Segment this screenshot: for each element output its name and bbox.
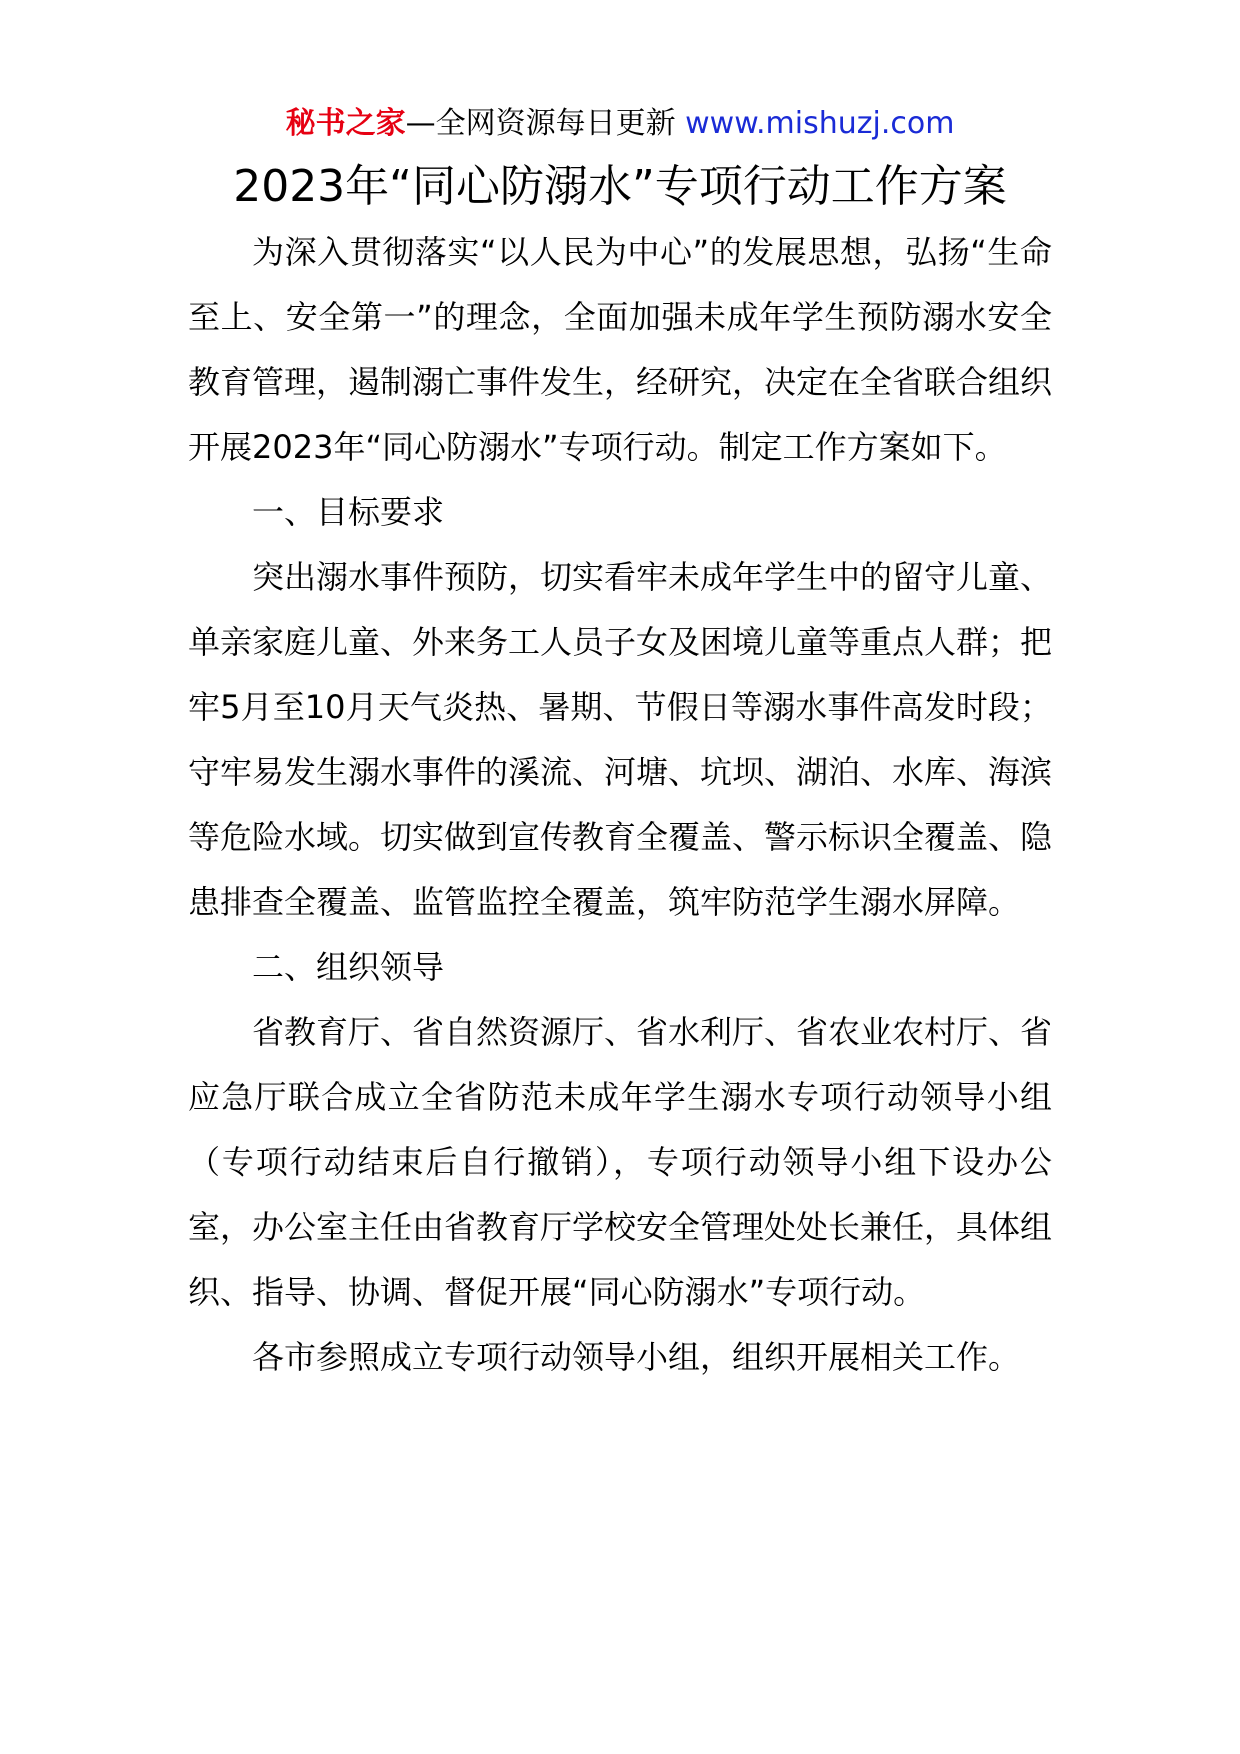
section-heading-organization: 二、组织领导 — [252, 948, 445, 986]
site-url-link[interactable]: www.mishuzj.com — [685, 106, 955, 141]
site-slogan: —全网资源每日更新 — [405, 106, 676, 141]
document-body — [188, 220, 1052, 1390]
site-header — [188, 100, 1052, 148]
brand-name: 秘书之家 — [285, 106, 406, 141]
goals-paragraph: 突出溺水事件预防，切实看牢未成年学生中的留守儿童、单亲家庭儿童、外来务工人员子女及困境儿童等重点人群；把牢5月至10月天气炎热、暑期、节假日等溺水事件高发时段；守牢易发生溺水事件的溪流、河塘、坑坝、湖泊、水库、海滨等危险水域。切实做到宣传教育全覆盖、警示标识全覆盖、隐患排查全覆盖、监管监控全覆盖，筑牢防范学生溺水屏障。 — [188, 558, 1053, 921]
intro-paragraph: 为深入贯彻落实“以人民为中心”的发展思想，弘扬“生命至上、安全第一”的理念，全面加强未成年学生预防溺水安全教育管理，遏制溺亡事件发生，经研究，决定在全省联合组织开展2023年“同心防溺水”专项行动。制定工作方案如下。 — [188, 233, 1053, 466]
section-heading-goals: 一、目标要求 — [252, 493, 445, 531]
document-title: 2023年“同心防溺水”专项行动工作方案 — [233, 161, 1007, 212]
city-paragraph: 各市参照成立专项行动领导小组，组织开展相关工作。 — [252, 1338, 1021, 1376]
organization-paragraph: 省教育厅、省自然资源厅、省水利厅、省农业农村厅、省应急厅联合成立全省防范未成年学生溺水专项行动领导小组（专项行动结束后自行撤销），专项行动领导小组下设办公室，办公室主任由省教育厅学校安全管理处处长兼任，具体组织、指导、协调、督促开展“同心防溺水”专项行动。 — [188, 1013, 1053, 1311]
